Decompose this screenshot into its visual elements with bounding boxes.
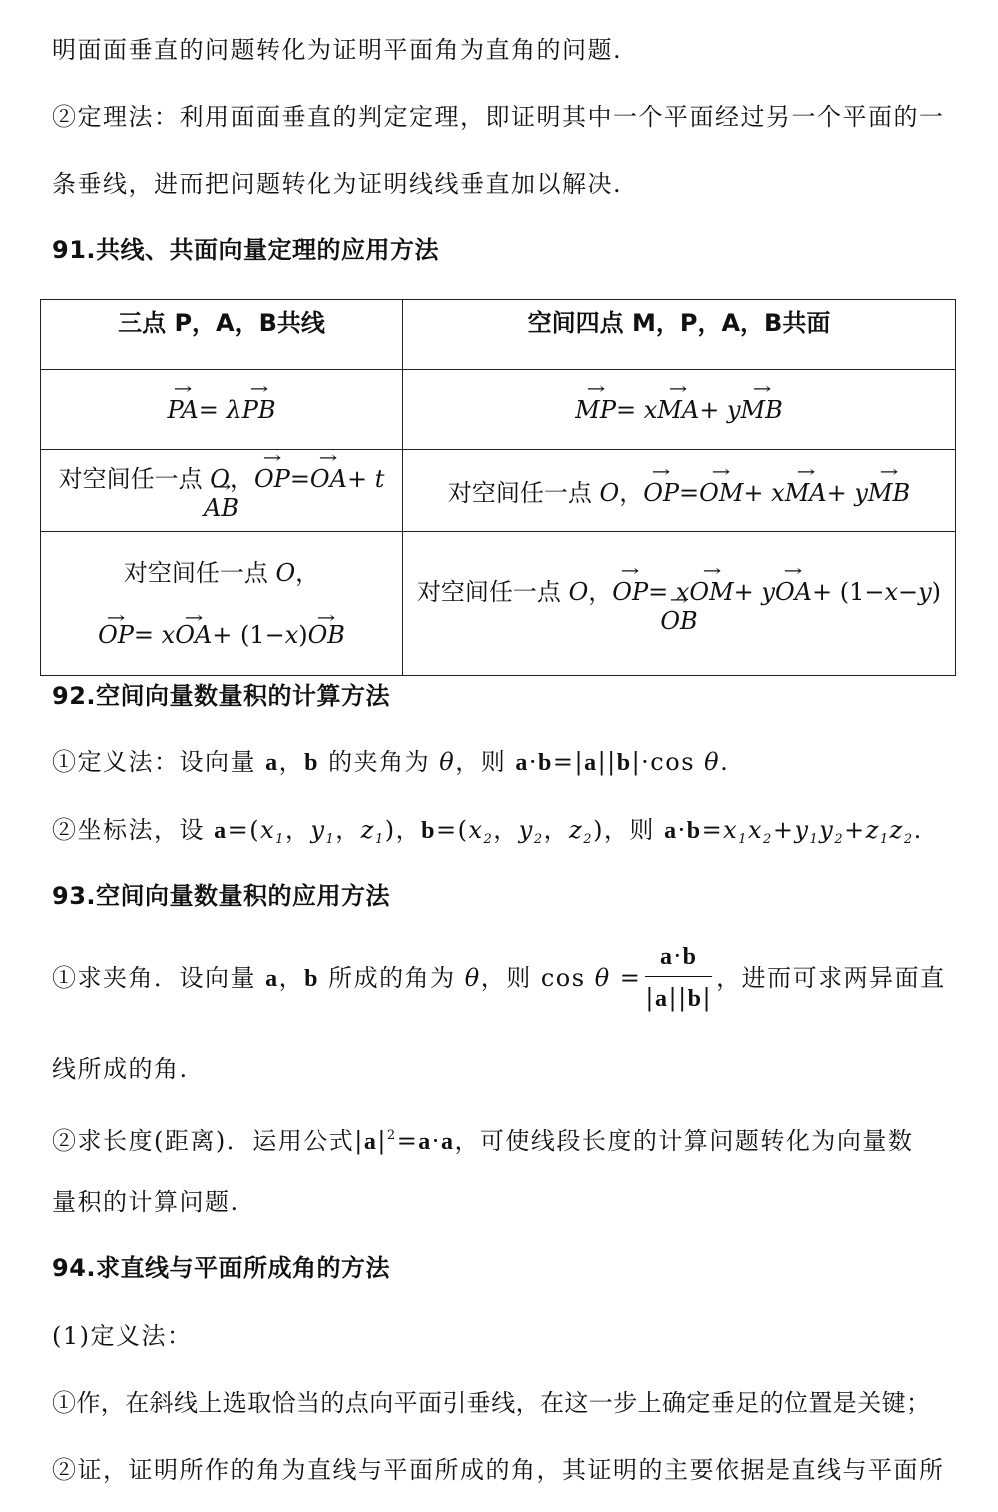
section-91-title: 91.共线、共面向量定理的应用方法 (52, 236, 440, 264)
cell-coplanar-vector: → MP= x→ MA+ y→ MB (403, 370, 956, 450)
section-93-title: 93.空间向量数量积的应用方法 (52, 882, 391, 910)
header-coplanar: 空间四点 M，P，A，B共面 (403, 300, 956, 370)
header-collinear: 三点 P，A，B共线 (41, 300, 403, 370)
intro-line-2: ②定理法：利用面面垂直的判定定理，即证明其中一个平面经过另一个平面的一 (52, 103, 945, 131)
cell-coplanar-any-point: 对空间任一点 O，→ OP=→ OM+ x→ MA+ y→ MB (403, 450, 956, 532)
table-row (41, 370, 956, 450)
table-row (41, 532, 956, 676)
collinear-coplanar-table (40, 299, 956, 676)
s93-angle-method-cont: 线所成的角. (52, 1055, 189, 1083)
s93-length-method: ②求长度(距离)．运用公式$|a|^2=a\cdot a$，可使线段长度的计算问题转化为向量数 (52, 1127, 914, 1155)
table-header-row (41, 300, 956, 370)
intro-line-3: 条垂线，进而把问题转化为证明线线垂直加以解决. (52, 170, 623, 198)
section-94-title: 94.求直线与平面所成角的方法 (52, 1254, 391, 1282)
s94-definition-label: (1)定义法： (52, 1322, 193, 1350)
cos-fraction: $\frac{a\cdot b}{|a||b|}$ (645, 942, 713, 1012)
cell-collinear-vector: → PA= λ→ PB (41, 370, 403, 450)
cell-coplanar-any-point-2: 对空间任一点 O，→ OP= x→ OM+ y→ OA+ (1−x−y)→ OB (403, 532, 956, 676)
s92-coordinate-method: ②坐标法，设 $a=(x_1$，$y_1$，$z_1$)，$b=(x_2$，$y_2$，$z_2$)，则 $a\cdot b=x_1x_2+y_1y_2+z_1z_2$. (52, 816, 923, 847)
s93-angle-method: ①求夹角．设向量 a，b 所成的角为 θ，则 cos θ = $\frac{a\cdot b}{|a||b|}$ ，进而可求两异面直 (52, 942, 946, 1012)
table-row (41, 450, 956, 532)
cell-collinear-any-point: 对空间任一点 O，→ OP=→ OA+ t→ AB (41, 450, 403, 532)
s93-length-method-cont: 量积的计算问题. (52, 1188, 240, 1216)
cell-collinear-any-point-2: 对空间任一点 O， → OP= x→ OA+ (1−x)→ OB (41, 532, 403, 676)
s94-step-construct: ①作，在斜线上选取恰当的点向平面引垂线，在这一步上确定垂足的位置是关键； (52, 1389, 931, 1417)
s94-step-prove: ②证，证明所作的角为直线与平面所成的角，其证明的主要依据是直线与平面所 (52, 1456, 945, 1484)
section-92-title: 92.空间向量数量积的计算方法 (52, 682, 391, 710)
s92-definition-method: ①定义法：设向量 a，b 的夹角为 θ，则 a·b=|a||b|·cos θ. (52, 748, 730, 776)
intro-line-1: 明面面垂直的问题转化为证明平面角为直角的问题. (52, 36, 623, 64)
